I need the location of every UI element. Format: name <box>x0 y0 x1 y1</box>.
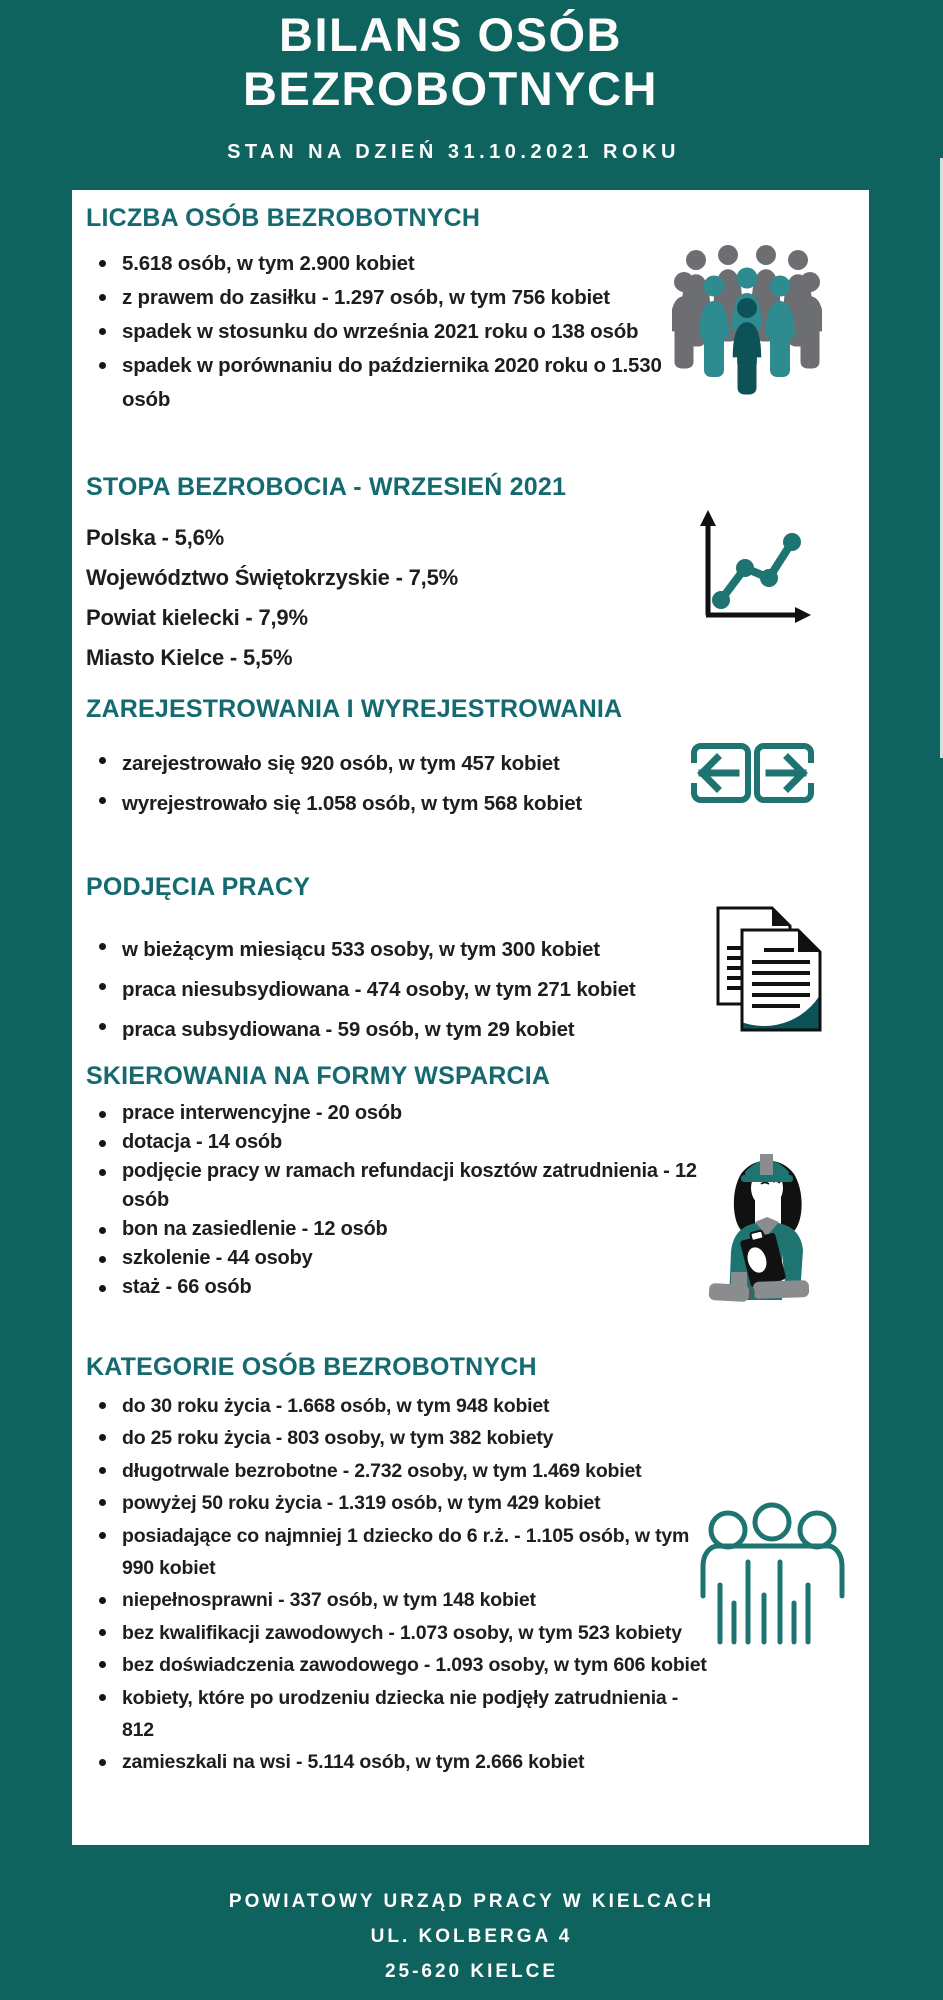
content-card <box>72 190 869 1845</box>
plain-lines <box>86 518 566 678</box>
bullet-list <box>86 1099 707 1302</box>
list-item: z prawem do zasiłku - 1.297 osób, w tym 756 kobiet <box>122 281 667 315</box>
list-item: bez kwalifikacji zawodowych - 1.073 osoby, w tym 523 kobiety <box>122 1617 707 1649</box>
section-heading: KATEGORIE OSÓB BEZROBOTNYCH <box>86 1353 537 1381</box>
list-item: szkolenie - 44 osoby <box>122 1244 707 1273</box>
footer <box>0 1884 943 1989</box>
list-item: praca niesubsydiowana - 474 osoby, w tym 271 kobiet <box>122 970 707 1010</box>
list-item: zamieszkali na wsi - 5.114 osób, w tym 2.666 kobiet <box>122 1746 707 1778</box>
section-heading: STOPA BEZROBOCIA - WRZESIEŃ 2021 <box>86 473 567 501</box>
stat-line: Województwo Świętokrzyskie - 7,5% <box>86 565 458 590</box>
section-liczba-osob-bezrobotnych <box>86 204 667 417</box>
page-title-line1: BILANS OSÓB <box>279 8 622 61</box>
list-item: w bieżącym miesiącu 533 osoby, w tym 300 kobiet <box>122 930 707 970</box>
section-heading: PODJĘCIA PRACY <box>86 873 311 901</box>
list-item: powyżej 50 roku życia - 1.319 osób, w tym 429 kobiet <box>122 1487 707 1519</box>
bullet-list <box>86 247 667 417</box>
list-item: prace interwencyjne - 20 osób <box>122 1099 707 1128</box>
bullet-list <box>86 744 682 824</box>
page-subtitle: STAN NA DZIEŃ 31.10.2021 ROKU <box>227 141 680 163</box>
crowd-icon <box>672 240 822 398</box>
section-kategorie <box>86 1353 707 1779</box>
list-item: bon na zasiedlenie - 12 osób <box>122 1215 707 1244</box>
list-item: zarejestrowało się 920 osób, w tym 457 kobiet <box>122 744 682 784</box>
stat-line: Polska - 5,6% <box>86 525 225 550</box>
section-heading: LICZBA OSÓB BEZROBOTNYCH <box>86 204 481 232</box>
list-item: podjęcie pracy w ramach refundacji kosztów zatrudnienia - 12 osób <box>122 1157 707 1215</box>
footer-street: UL. KOLBERGA 4 <box>370 1926 573 1947</box>
section-podjecia-pracy <box>86 873 707 1050</box>
stat-line: Powiat kielecki - 7,9% <box>86 605 308 630</box>
section-skierowania <box>86 1062 707 1302</box>
list-item: niepełnosprawni - 337 osób, w tym 148 kobiet <box>122 1584 707 1616</box>
list-item: wyrejestrowało się 1.058 osób, w tym 568 kobiet <box>122 784 682 824</box>
worker-icon <box>705 1132 830 1317</box>
list-item: dotacja - 14 osób <box>122 1128 707 1157</box>
list-item: 5.618 osób, w tym 2.900 kobiet <box>122 247 667 281</box>
stat-line: Miasto Kielce - 5,5% <box>86 645 293 670</box>
list-item: do 25 roku życia - 803 osoby, w tym 382 kobiety <box>122 1422 707 1454</box>
section-zarejestrowania <box>86 695 682 824</box>
documents-icon <box>710 902 832 1034</box>
in-out-arrows-icon <box>690 742 815 804</box>
section-heading: SKIEROWANIA NA FORMY WSPARCIA <box>86 1062 551 1090</box>
list-item: do 30 roku życia - 1.668 osób, w tym 948 kobiet <box>122 1390 707 1422</box>
list-item: spadek w stosunku do września 2021 roku o 138 osób <box>122 315 667 349</box>
list-item: długotrwale bezrobotne - 2.732 osoby, w tym 1.469 kobiet <box>122 1455 707 1487</box>
footer-org: POWIATOWY URZĄD PRACY W KIELCACH <box>228 1891 715 1912</box>
bullet-list <box>86 1390 707 1779</box>
list-item: staż - 66 osób <box>122 1273 707 1302</box>
section-heading: ZAREJESTROWANIA I WYREJESTROWANIA <box>86 695 623 723</box>
bullet-list <box>86 930 707 1050</box>
page-title <box>0 8 943 115</box>
list-item: kobiety, które po urodzeniu dziecka nie podjęły zatrudnienia - 812 <box>122 1682 707 1747</box>
list-item: praca subsydiowana - 59 osób, w tym 29 kobiet <box>122 1010 707 1050</box>
list-item: bez doświadczenia zawodowego - 1.093 osoby, w tym 606 kobiet <box>122 1649 707 1681</box>
line-chart-icon <box>687 502 817 632</box>
list-item: spadek w porównaniu do października 2020 roku o 1.530 osób <box>122 349 667 417</box>
section-stopa-bezrobocia <box>86 473 566 678</box>
list-item: posiadające co najmniej 1 dziecko do 6 r.ż. - 1.105 osób, w tym 990 kobiet <box>122 1520 707 1585</box>
group-icon <box>690 1500 855 1650</box>
page-title-line2: BEZROBOTNYCH <box>243 61 658 115</box>
footer-city: 25-620 KIELCE <box>384 1961 559 1982</box>
